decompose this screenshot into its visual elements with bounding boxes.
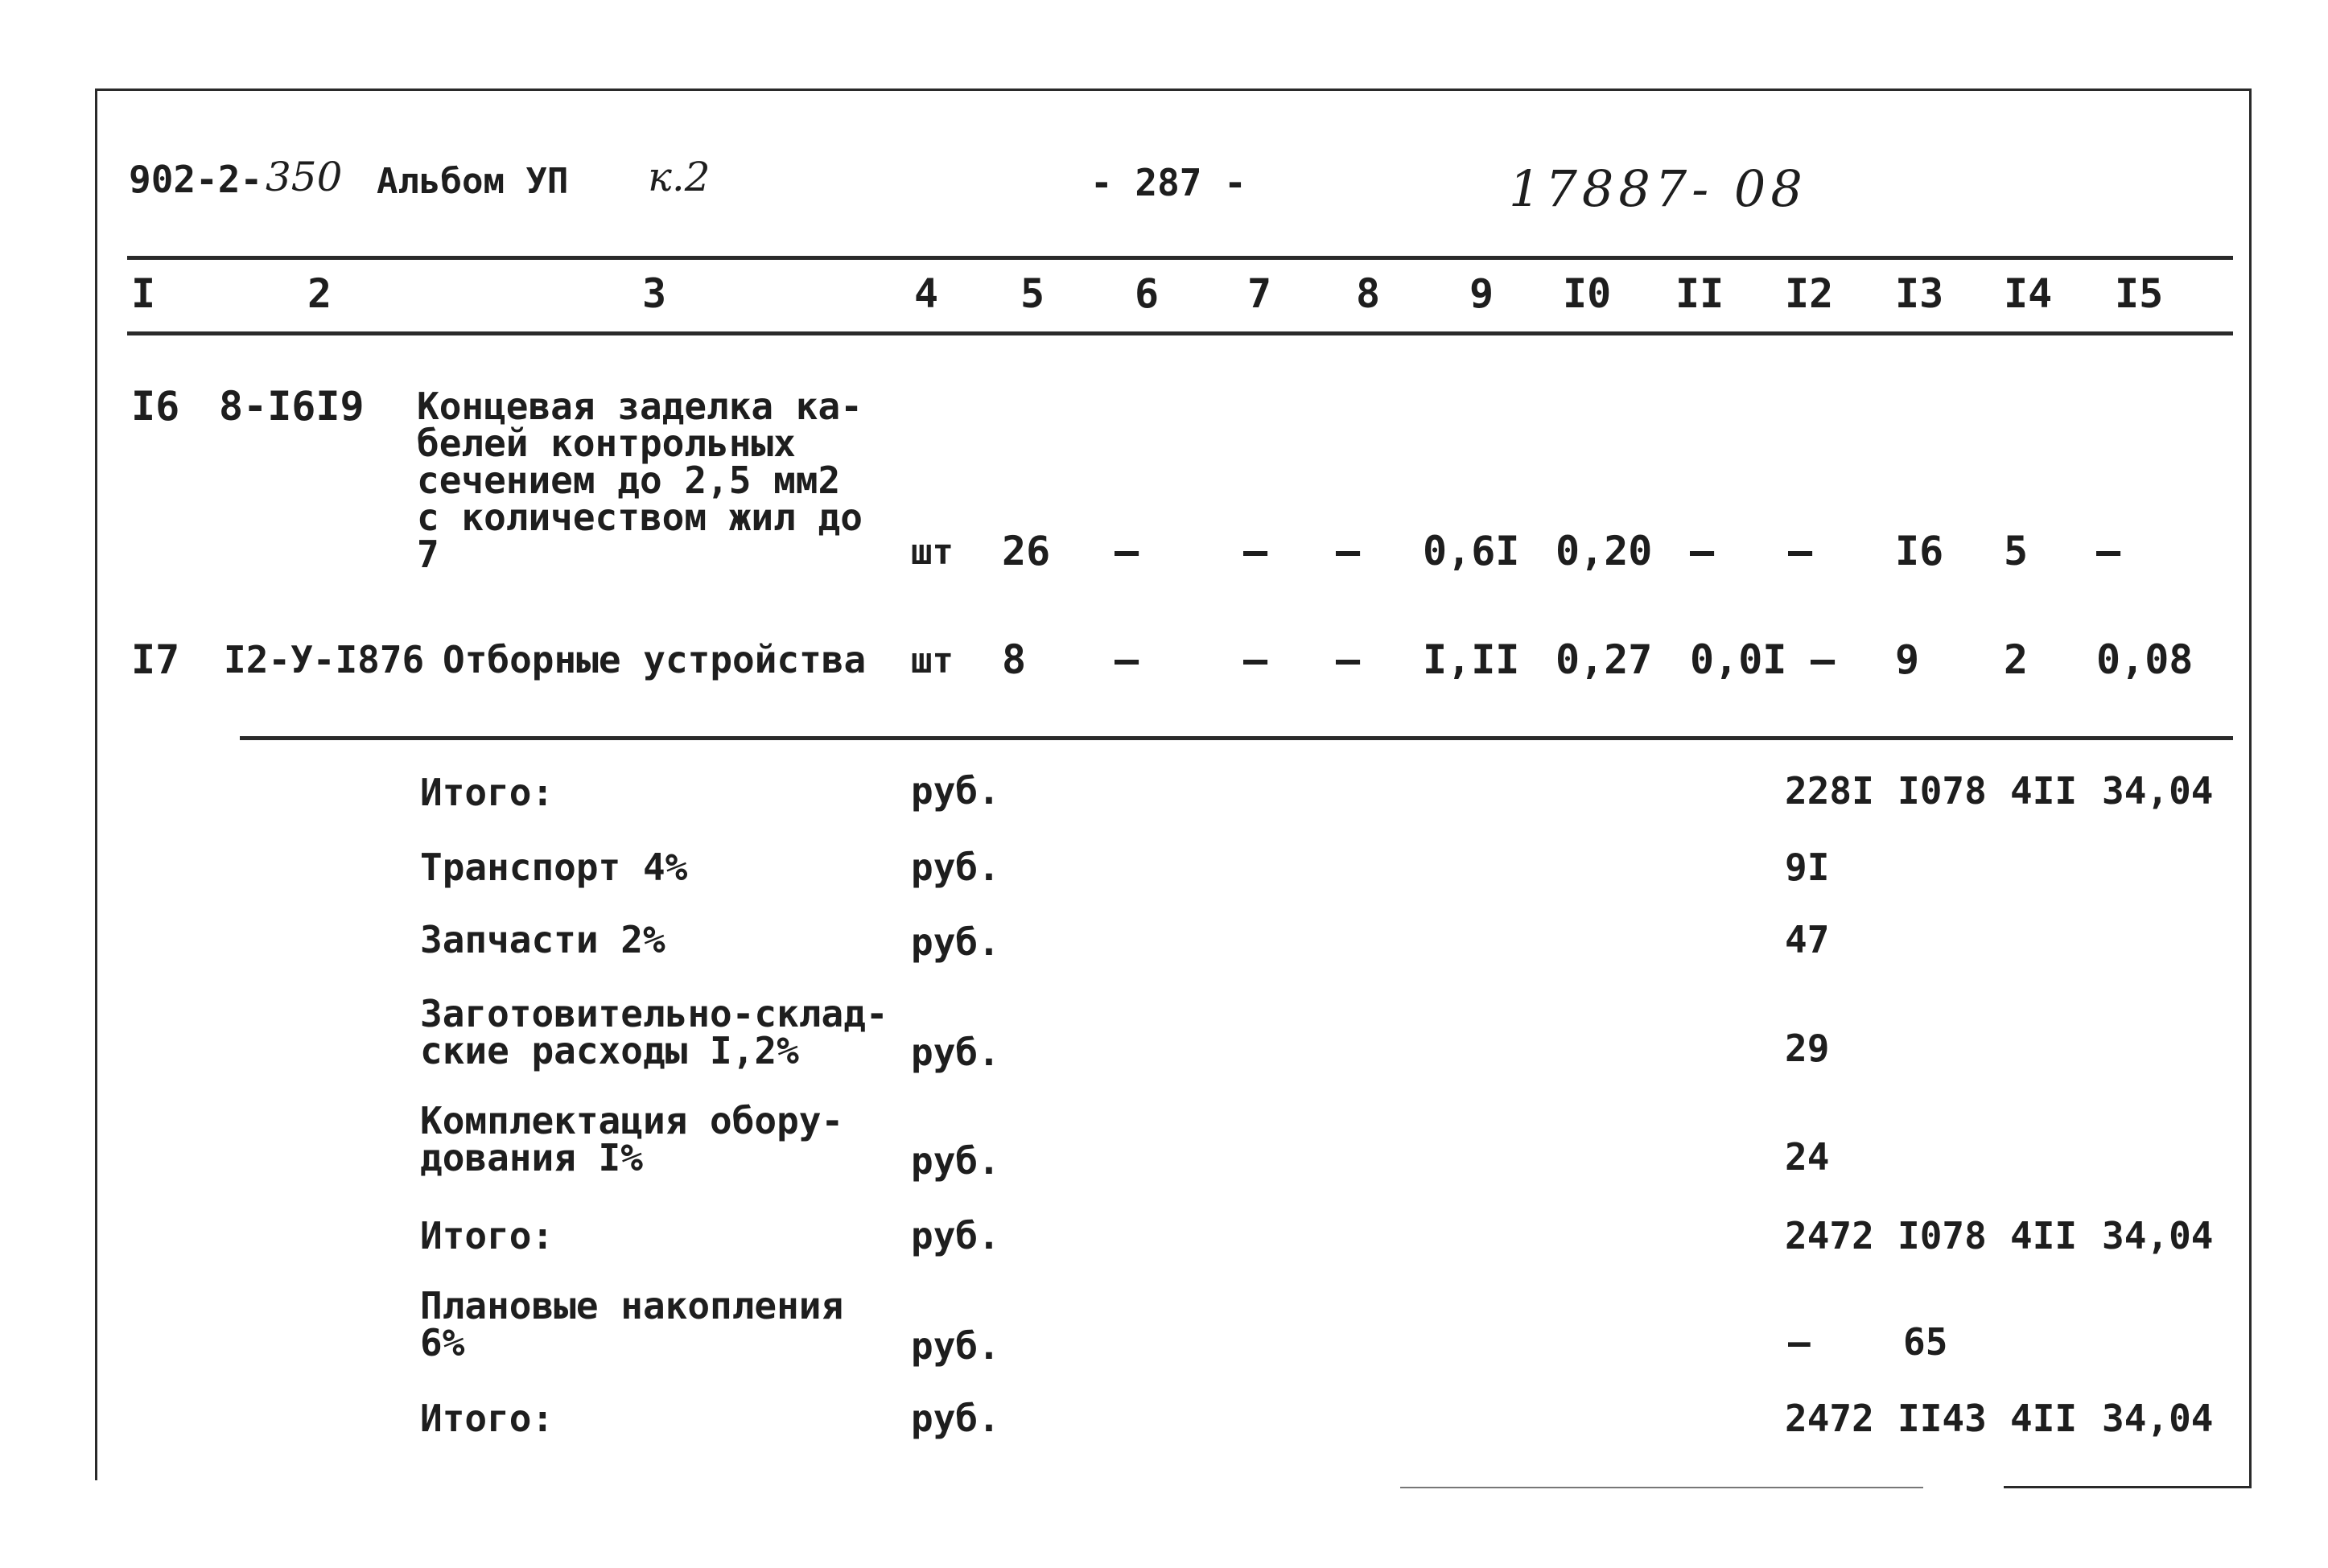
row-col-10: 0,27 bbox=[1555, 636, 1653, 683]
column-number-15: I5 bbox=[2115, 270, 2164, 317]
totals-unit: руб. bbox=[911, 846, 1000, 889]
totals-unit: руб. bbox=[911, 1031, 1000, 1074]
totals-label: Итого: bbox=[420, 1397, 554, 1440]
row-col-8: – bbox=[1336, 636, 1361, 683]
row-col-5: 8 bbox=[1002, 636, 1027, 683]
row-col-12: – bbox=[1811, 636, 1836, 683]
column-number-1: I bbox=[131, 270, 156, 317]
row-col-7: – bbox=[1243, 528, 1268, 574]
totals-label: Плановые накопления 6% bbox=[420, 1284, 844, 1364]
row-code: I2-У-I876 bbox=[224, 638, 425, 681]
totals-label: Комплектация обору- дования I% bbox=[420, 1099, 844, 1179]
totals-label: Итого: bbox=[420, 1214, 554, 1257]
column-number-14: I4 bbox=[2004, 270, 2053, 317]
frame-bottom-border bbox=[2004, 1486, 2252, 1488]
totals-col-12: 228I bbox=[1785, 769, 1874, 813]
column-number-5: 5 bbox=[1020, 270, 1045, 317]
totals-label: Заготовительно-склад- ские расходы I,2% bbox=[420, 992, 888, 1072]
row-code: 8-I6I9 bbox=[219, 383, 365, 430]
frame-right-border bbox=[2249, 88, 2252, 1488]
totals-col-13: 65 bbox=[1903, 1320, 1948, 1364]
totals-col-14: 4II bbox=[2010, 1214, 2078, 1257]
totals-col-14: 4II bbox=[2010, 1397, 2078, 1440]
frame-top-border bbox=[95, 88, 2252, 91]
totals-unit: руб. bbox=[911, 769, 1000, 813]
totals-unit: руб. bbox=[911, 1397, 1000, 1440]
row-col-9: 0,6I bbox=[1423, 528, 1520, 574]
row-col-14: 2 bbox=[2004, 636, 2029, 683]
column-number-2: 2 bbox=[307, 270, 332, 317]
totals-rule bbox=[240, 736, 2233, 740]
totals-col-12: 47 bbox=[1785, 918, 1830, 961]
header-volume-handwritten: к.2 bbox=[648, 154, 711, 200]
totals-col-12: 24 bbox=[1785, 1135, 1830, 1179]
column-number-9: 9 bbox=[1469, 270, 1494, 317]
row-description: Концевая заделка ка- белей контрольных сечением до 2,5 мм2 с количеством жил до 7 bbox=[417, 385, 863, 576]
totals-col-15: 34,04 bbox=[2102, 1214, 2214, 1257]
row-col-13: I6 bbox=[1895, 528, 1944, 574]
totals-col-12: 2472 bbox=[1785, 1214, 1874, 1257]
column-number-8: 8 bbox=[1356, 270, 1381, 317]
row-col-12: – bbox=[1788, 528, 1813, 574]
totals-unit: руб. bbox=[911, 920, 1000, 964]
header-code-handwritten: 350 bbox=[266, 154, 343, 200]
header-rule bbox=[127, 256, 2233, 260]
row-col-6: – bbox=[1115, 528, 1139, 574]
row-col-8: – bbox=[1336, 528, 1361, 574]
totals-unit: руб. bbox=[911, 1139, 1000, 1183]
row-description: Отборные устройства bbox=[443, 638, 867, 681]
row-col-10: 0,20 bbox=[1555, 528, 1653, 574]
header-doc-number-handwritten: 17887- 08 bbox=[1509, 159, 1807, 218]
frame-bottom-dashed bbox=[1400, 1487, 1923, 1488]
totals-col-15: 34,04 bbox=[2102, 1397, 2214, 1440]
totals-unit: руб. bbox=[911, 1324, 1000, 1368]
row-col-9: I,II bbox=[1423, 636, 1520, 683]
totals-col-12: 9I bbox=[1785, 846, 1830, 889]
row-unit: шт bbox=[911, 640, 954, 681]
row-col-5: 26 bbox=[1002, 528, 1051, 574]
column-number-6: 6 bbox=[1135, 270, 1160, 317]
column-number-12: I2 bbox=[1785, 270, 1834, 317]
totals-col-13: II43 bbox=[1897, 1397, 1987, 1440]
totals-col-15: 34,04 bbox=[2102, 769, 2214, 813]
row-unit: шт bbox=[911, 532, 954, 573]
frame-left-border bbox=[95, 88, 97, 1480]
column-number-7: 7 bbox=[1247, 270, 1272, 317]
header-album: Альбом УП bbox=[377, 161, 569, 202]
row-col-7: – bbox=[1243, 636, 1268, 683]
column-number-4: 4 bbox=[914, 270, 939, 317]
row-col-15: – bbox=[2096, 528, 2121, 574]
totals-label: Транспорт 4% bbox=[420, 846, 688, 889]
column-number-11: II bbox=[1675, 270, 1724, 317]
totals-col-13: I078 bbox=[1897, 769, 1987, 813]
header-page-number: - 287 - bbox=[1090, 161, 1246, 204]
row-col-13: 9 bbox=[1895, 636, 1920, 683]
header-code-prefix: 902-2- bbox=[129, 158, 263, 201]
totals-col-13: I078 bbox=[1897, 1214, 1987, 1257]
totals-label: Итого: bbox=[420, 771, 554, 814]
totals-col-12: 29 bbox=[1785, 1027, 1830, 1070]
totals-unit: руб. bbox=[911, 1214, 1000, 1257]
row-col-11: 0,0I bbox=[1690, 636, 1787, 683]
totals-label: Запчасти 2% bbox=[420, 918, 665, 961]
totals-col-14: 4II bbox=[2010, 769, 2078, 813]
row-col-14: 5 bbox=[2004, 528, 2029, 574]
column-numbers-rule bbox=[127, 331, 2233, 335]
column-number-13: I3 bbox=[1895, 270, 1944, 317]
column-number-10: I0 bbox=[1563, 270, 1612, 317]
row-col-15: 0,08 bbox=[2096, 636, 2194, 683]
row-number: I7 bbox=[131, 636, 180, 683]
row-number: I6 bbox=[131, 383, 180, 430]
totals-col-12: 2472 bbox=[1785, 1397, 1874, 1440]
column-number-3: 3 bbox=[642, 270, 667, 317]
row-col-11: – bbox=[1690, 528, 1715, 574]
totals-col-12: – bbox=[1788, 1320, 1811, 1364]
row-col-6: – bbox=[1115, 636, 1139, 683]
